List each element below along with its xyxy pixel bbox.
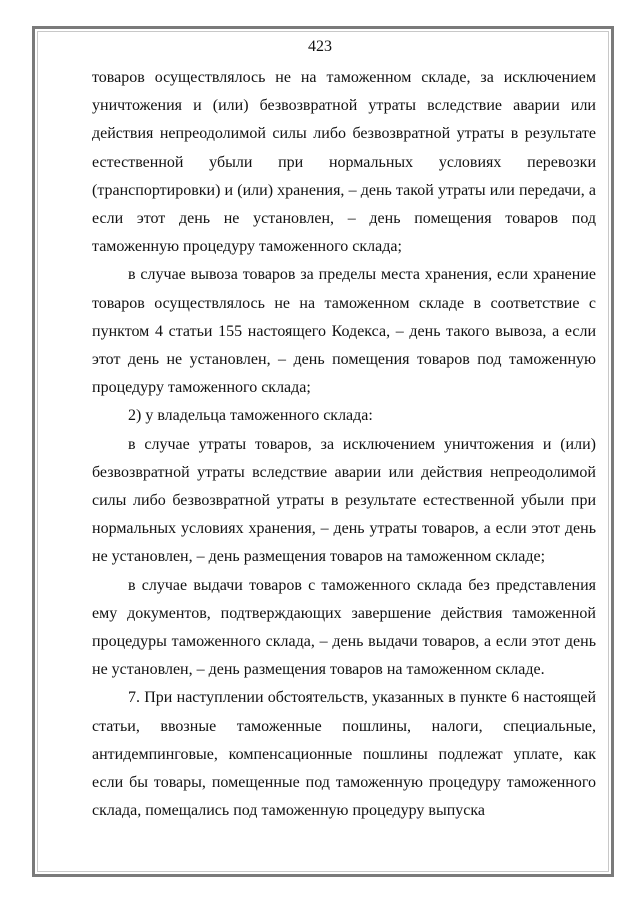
page-number: 423	[308, 38, 332, 55]
paragraph-loss-case: в случае утраты товаров, за исключением уничтожения и (или) безвозвратной утраты вследствие аварии или действия непреодолимой силы либо безвозвратной утраты в результате естественной убыли при нормальных условиях хранения, – день утраты товаров, а если этот день не установлен, – день размещения товаров на таможенном складе;	[92, 435, 596, 566]
paragraph-continuation: товаров осуществлялось не на таможенном складе, за исключением уничтожения и (или) безвозвратной утраты вследствие аварии или действия непреодолимой силы либо безвозвратной утраты в результате естественной убыли при нормальных условиях перевозки (транспортировки) и (или) хранения, – день такой утраты или передачи, а если этот день не установлен, – день помещения товаров под таможенную процедуру таможенного склада;	[92, 69, 596, 256]
paragraph-warehouse-owner: 2) у владельца таможенного склада:	[128, 407, 373, 425]
paragraph-item-7: 7. При наступлении обстоятельств, указанных в пункте 6 настоящей статьи, ввозные таможенные пошлины, налоги, специальные, антидемпинговые, компенсационные пошлины подлежат уплате, как если бы товары, помещенные под таможенную процедуру таможенного склада, помещались под таможенную процедуру выпуска	[92, 689, 596, 820]
paragraph-export-case: в случае вывоза товаров за пределы места хранения, если хранение товаров осуществлялось не на таможенном складе в соответствие с пунктом 4 статьи 155 настоящего Кодекса, – день такого вывоза, а если этот день не установлен, – день помещения товаров под таможенную процедуру таможенного склада;	[92, 266, 596, 397]
paragraph-release-case: в случае выдачи товаров с таможенного склада без представления ему документов, подтверждающих завершение действия таможенной процедуры таможенного склада, – день выдачи товаров, а если этот день не установлен, – день размещения товаров на таможенном складе.	[92, 576, 596, 679]
document-body	[92, 64, 596, 825]
